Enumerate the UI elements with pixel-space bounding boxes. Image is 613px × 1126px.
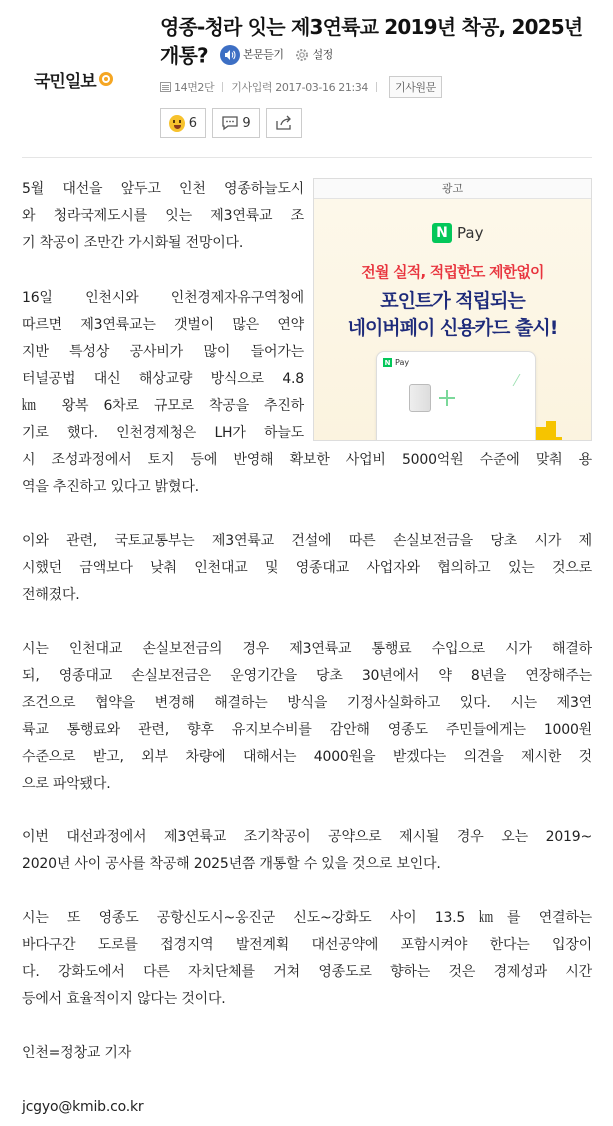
settings-label: 설정	[312, 48, 333, 61]
text-line: 시 조성과정에서 토지 등에 반영해 확보한 사업비 5000억원 수준에 맞춰 용	[22, 452, 592, 468]
card-n-logo-icon: N	[384, 358, 391, 367]
text-line: 지반 특성상 공사비가 많이 들어가는	[22, 344, 304, 360]
speaker-icon	[220, 45, 240, 65]
tts-label: 본문듣기	[243, 48, 284, 61]
paragraph-4	[22, 636, 592, 798]
text-line: 따르면 제3연륙교는 갯벌이 많은 연약	[22, 317, 304, 333]
share-icon	[275, 115, 293, 131]
ad-copy-line1: 포인트가 적립되는	[380, 290, 525, 312]
paragraph-2	[22, 285, 592, 447]
reporter-email-block	[22, 1094, 592, 1121]
meta-divider	[222, 82, 223, 92]
gear-icon	[294, 47, 310, 63]
press-logo[interactable]	[34, 68, 134, 90]
paragraph-2-continued	[22, 447, 592, 501]
reporter-name: 인천=정창교 기자	[22, 1045, 132, 1061]
ad-label: 광고	[314, 179, 591, 199]
text-line: 시했던 금액보다 낮춰 인천대교 및 영종대교 사업자와 협의하고 있는 것으로	[22, 560, 592, 576]
like-count: 6	[188, 115, 197, 131]
reaction-bar	[160, 108, 302, 138]
text-line: 으로 파악됐다.	[22, 776, 111, 792]
card-brand-name: Pay	[395, 358, 410, 367]
text-line: 기로 했다. 인천경제청은 LH가 하늘도	[22, 425, 304, 441]
text-line: 바다구간 도로를 접경지역 발전계획 대선공약에 포함시켜야 한다는 입장이	[22, 937, 592, 953]
text-line: 전해졌다.	[22, 587, 80, 603]
text-line: 등에서 효율적이지 않다는 것이다.	[22, 991, 226, 1007]
text-line: 와 청라국제도시를 잇는 제3연륙교 조	[22, 208, 304, 224]
text-line: 다. 강화도에서 다른 자치단체를 거쳐 영종도로 향하는 것은 경제성과 시간	[22, 964, 592, 980]
speech-bubble-icon	[221, 115, 239, 131]
text-line: 2020년 사이 공사를 착공해 2025년쯤 개통할 수 있을 것으로 보인다.	[22, 856, 441, 872]
paragraph-1	[22, 176, 592, 257]
comment-button[interactable]	[212, 108, 260, 138]
paragraph-5	[22, 824, 592, 878]
press-logo-mark-icon	[99, 72, 113, 86]
text-line: 이와 관련, 국토교통부는 제3연륙교 건설에 따른 손실보전금을 당초 시가 제	[22, 533, 592, 549]
ad-brand-name: Pay	[457, 224, 484, 242]
paragraph-6	[22, 905, 592, 1013]
share-button[interactable]	[266, 108, 302, 138]
article-title-line2: 개통?	[160, 43, 208, 68]
article-meta	[160, 76, 442, 98]
comment-count: 9	[242, 115, 251, 131]
article-title-line1: 영종-청라 잇는 제3연륙교 2019년 착공, 2025년	[160, 15, 583, 39]
text-line: 조건으로 협약을 변경해 해결하는 방식을 기정사실화하고 있다. 시는 제3연	[22, 695, 592, 711]
press-name: 국민일보	[34, 71, 96, 92]
byline	[22, 1040, 592, 1067]
text-line: 시는 또 영종도 공항신도시~옹진군 신도~강화도 사이 13.5㎞를 연결하는	[22, 910, 592, 926]
tts-button[interactable]	[220, 41, 284, 68]
smile-icon	[169, 115, 185, 132]
paragraph-3	[22, 528, 592, 609]
reporter-email[interactable]: jcgyo@kmib.co.kr	[22, 1099, 144, 1115]
article-title	[160, 14, 600, 70]
newspaper-icon	[160, 82, 171, 92]
text-line: 터널공법 대신 해상교량 방식으로 4.8	[22, 371, 304, 387]
text-line: 수준으로 받고, 외부 차량에 대해서는 4000원을 받겠다는 의견을 제시한 것	[22, 749, 592, 765]
header-divider	[22, 157, 592, 158]
text-line: 16일 인천시와 인천경제자유구역청에	[22, 290, 304, 306]
original-article-button[interactable]: 기사원문	[389, 76, 442, 98]
naver-n-logo-icon: N	[432, 223, 452, 243]
settings-button[interactable]	[294, 41, 333, 68]
page-info: 14면2단	[174, 81, 215, 94]
like-button[interactable]	[160, 108, 206, 138]
text-line: ㎞ 왕복 6차로 규모로 착공을 추진하	[22, 398, 304, 414]
text-line: 이번 대선과정에서 제3연륙교 조기착공이 공약으로 제시될 경우 오는 2019~	[22, 829, 592, 845]
text-line: 륙교 통행료와 관련, 향후 유지보수비를 감안해 영종도 주민들에게는 1000원	[22, 722, 592, 738]
text-line: 5월 대선을 앞두고 인천 영종하늘도시	[22, 181, 304, 197]
ad-copy-line2: 네이버페이 신용카드 출시!	[347, 317, 558, 339]
text-line: 되, 영종대교 손실보전금은 운영기간을 당초 30년에서 약 8년을 연장해주는	[22, 668, 592, 684]
ad-headline: 전월 실적, 적립한도 제한없이	[361, 263, 544, 281]
text-line: 역을 추진하고 있다고 밝혔다.	[22, 479, 199, 495]
published-time: 기사입력 2017-03-16 21:34	[231, 81, 368, 94]
text-line: 기 착공이 조만간 가시화될 전망이다.	[22, 235, 244, 251]
text-line: 시는 인천대교 손실보전금의 경우 제3연륙교 통행료 수입으로 시가 해결하	[22, 641, 592, 657]
meta-divider	[376, 82, 377, 92]
